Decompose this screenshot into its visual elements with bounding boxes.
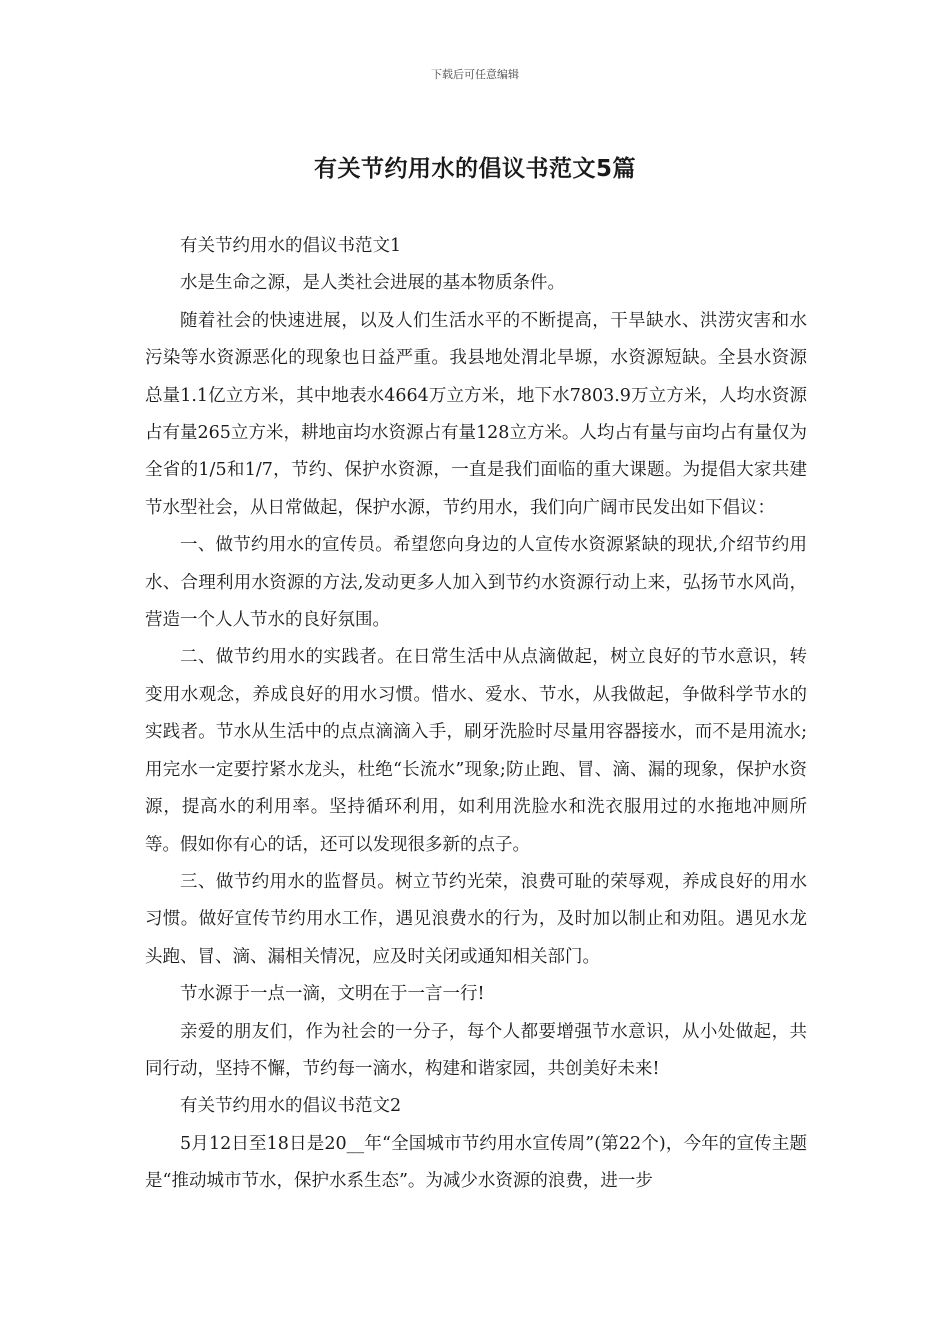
- paragraph-section-heading-2: 有关节约用水的倡议书范文2: [180, 1096, 402, 1117]
- paragraph: 亲爱的朋友们，作为社会的一分子，每个人都要增强节水意识，从小处做起，共同行动，坚持不懈，节约每一滴水，构建和谐家园，共创美好未来!: [145, 1021, 807, 1079]
- paragraph: 节水源于一点一滴，文明在于一言一行!: [180, 984, 485, 1005]
- paragraph: 一、做节约用水的宣传员。希望您向身边的人宣传水资源紧缺的现状,介绍节约用水、合理利用水资源的方法,发动更多人加入到节约水资源行动上来，弘扬节水风尚，营造一个人人节水的良好氛围。: [145, 535, 807, 631]
- paragraph: 二、做节约用水的实践者。在日常生活中从点滴做起，树立良好的节水意识，转变用水观念，养成良好的用水习惯。惜水、爱水、节水，从我做起，争做科学节水的实践者。节水从生活中的点点滴滴入手，刷牙洗脸时尽量用容器接水，而不是用流水;用完水一定要拧紧水龙头，杜绝“长流水”现象;防止跑、冒、滴、漏的现象，保护水资源，提高水的利用率。坚持循环利用，如利用洗脸水和洗衣服用过的水拖地冲厕所等。假如你有心的话，还可以发现很多新的点子。: [145, 647, 807, 855]
- paragraph: 5月12日至18日是20__年“全国城市节约用水宣传周”(第22个)，今年的宣传主题是“推动城市节水，保护水系生态”。为减少水资源的浪费，进一步: [145, 1133, 807, 1192]
- paragraph-section-heading-1: 有关节约用水的倡议书范文1: [180, 236, 402, 256]
- paragraph: 随着社会的快速进展，以及人们生活水平的不断提高，干旱缺水、洪涝灾害和水污染等水资源恶化的现象也日益严重。我县地处渭北旱塬，水资源短缺。全县水资源总量1.1亿立方米，其中地表水4664万立方米，地下水7803.9万立方米，人均水资源占有量265立方米，耕地亩均水资源占有量128立方米。人均占有量与亩均占有量仅为全省的1/5和1/7，节约、保护水资源，一直是我们面临的重大课题。为提倡大家共建节水型社会，从日常做起，保护水源，节约用水，我们向广阔市民发出如下倡议：: [145, 310, 807, 518]
- document-title: 有关节约用水的倡议书范文5篇: [313, 156, 636, 182]
- paragraph: 水是生命之源，是人类社会进展的基本物质条件。: [180, 273, 565, 294]
- document-body: [145, 228, 807, 1201]
- header-note: 下载后可任意编辑: [431, 68, 519, 81]
- paragraph: 三、做节约用水的监督员。树立节约光荣，浪费可耻的荣辱观，养成良好的用水习惯。做好宣传节约用水工作，遇见浪费水的行为，及时加以制止和劝阻。遇见水龙头跑、冒、滴、漏相关情况，应及时关闭或通知相关部门。: [145, 871, 807, 967]
